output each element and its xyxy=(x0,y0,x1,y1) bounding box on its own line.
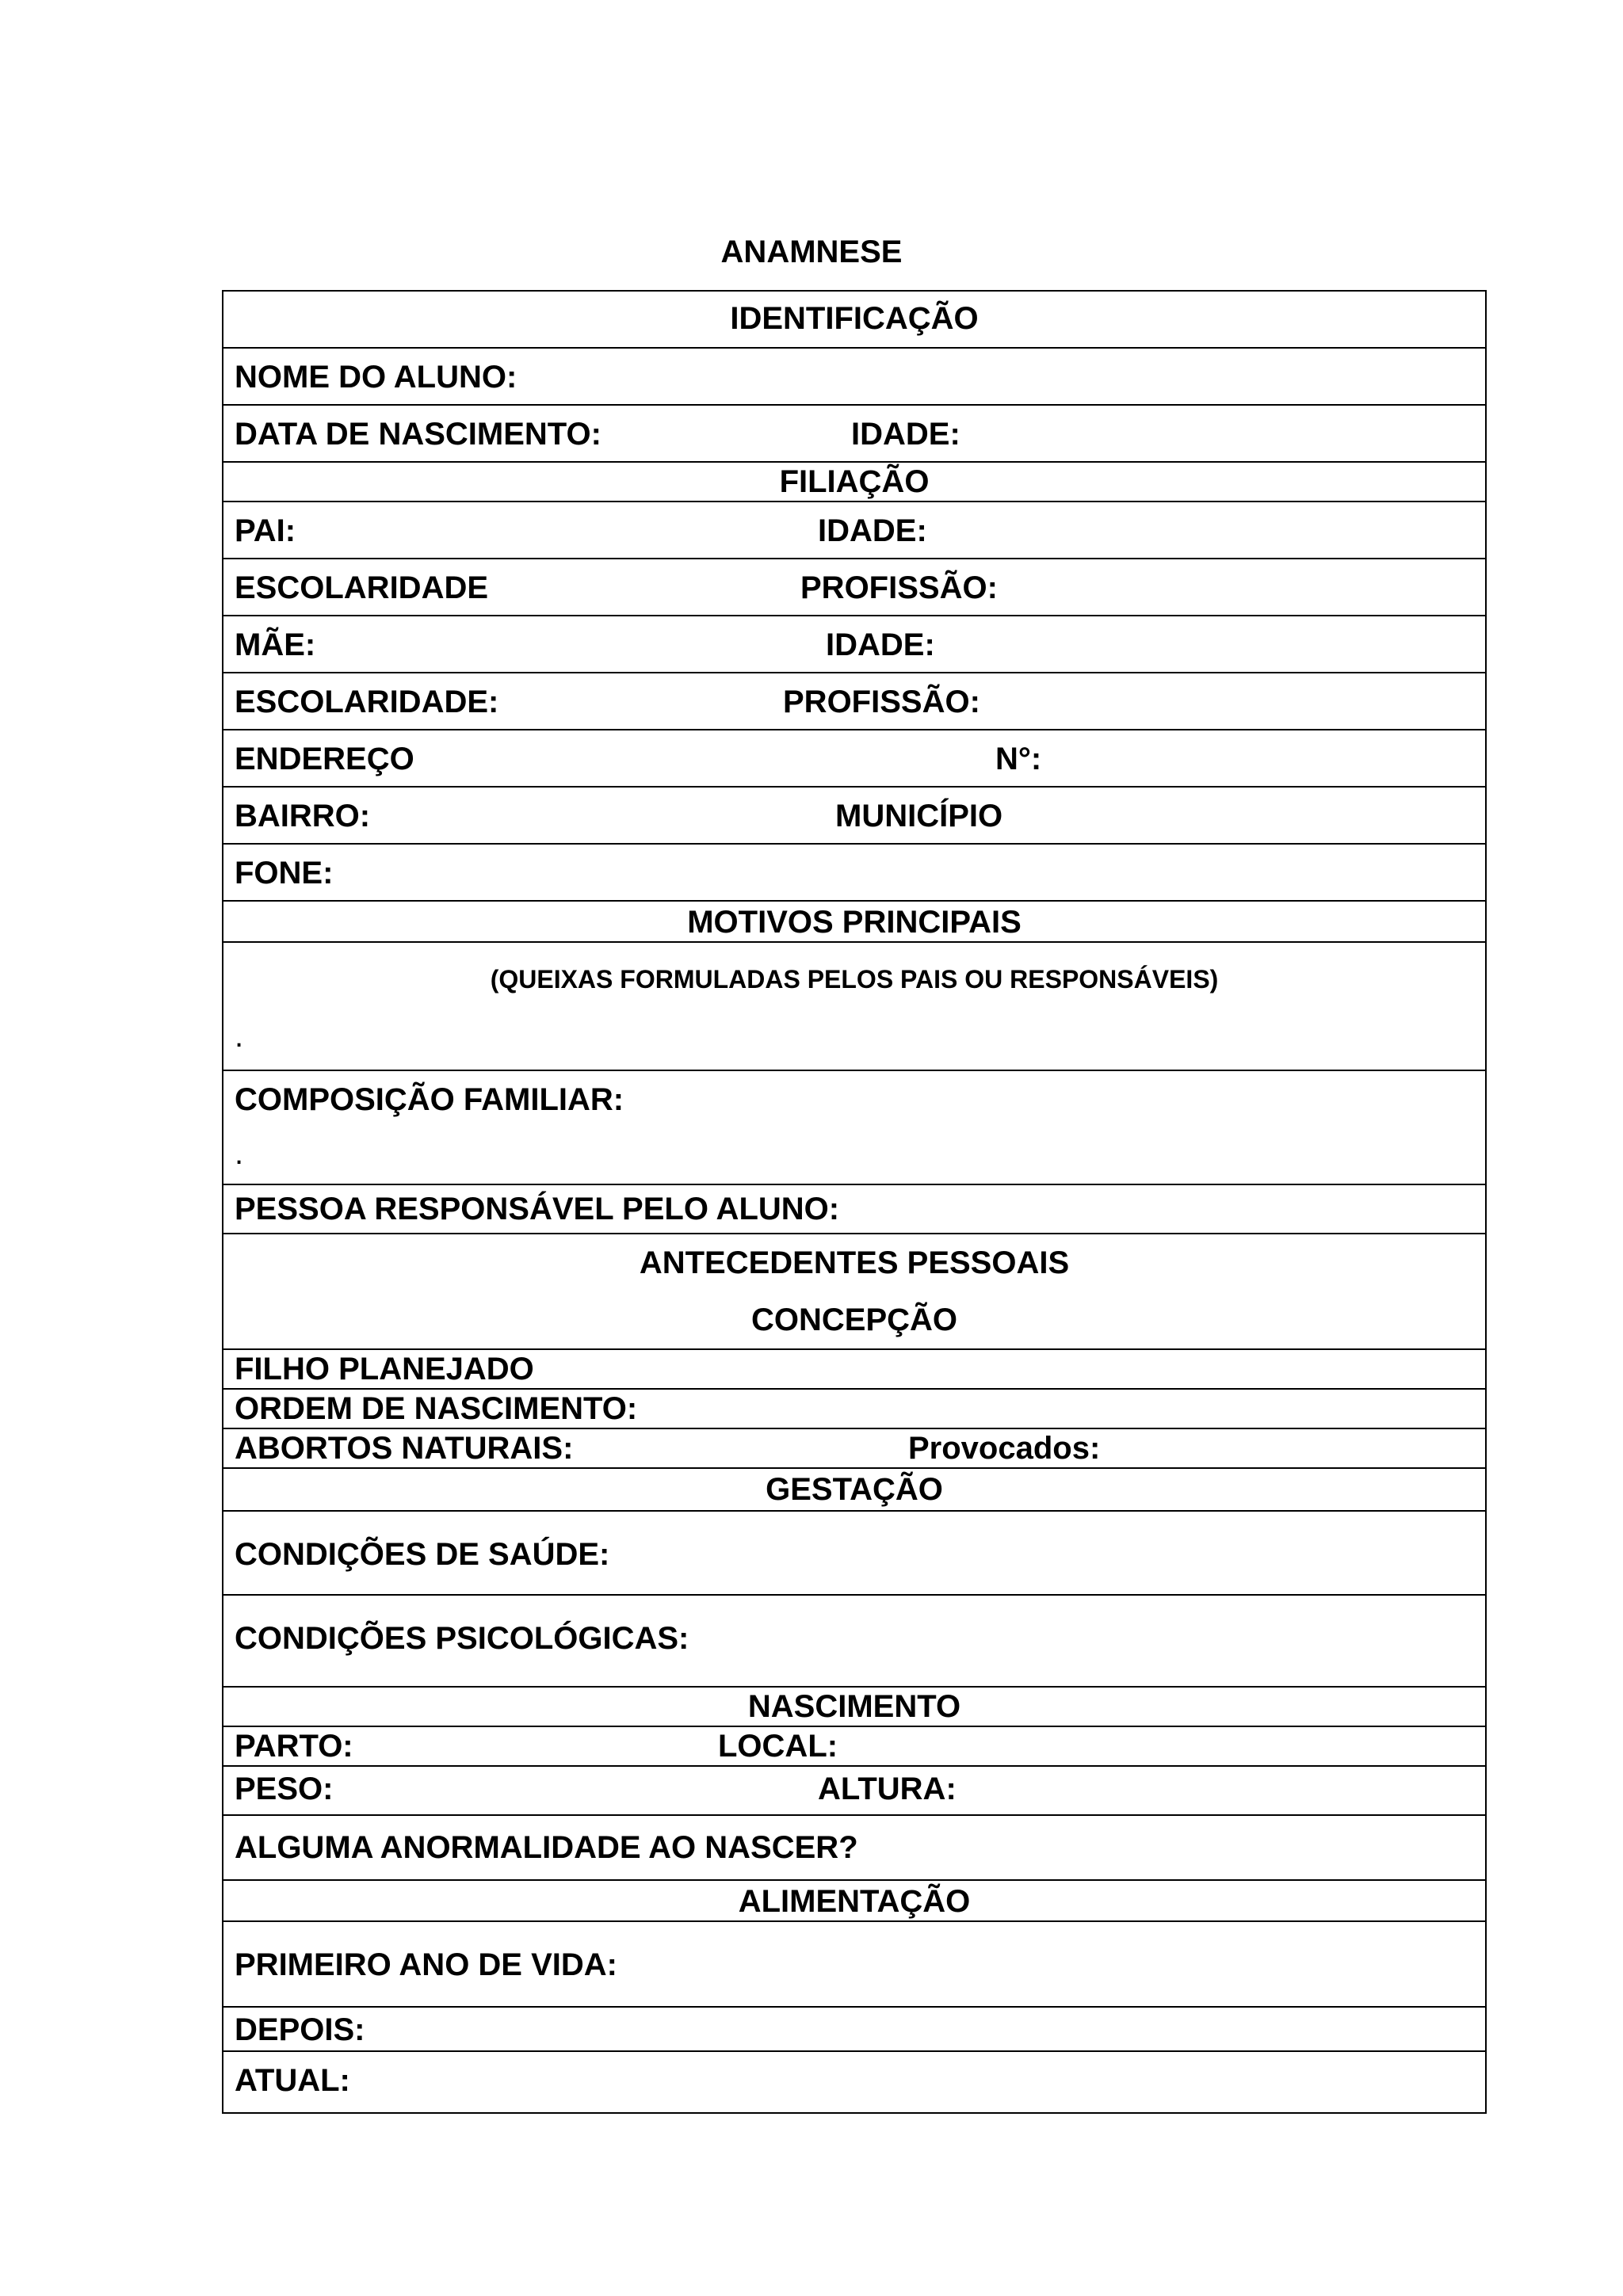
endereco-label: ENDEREÇO xyxy=(235,742,414,776)
row-abortos[interactable] xyxy=(223,1429,1485,1469)
peso-label: PESO: xyxy=(235,1772,334,1806)
pai-label: PAI: xyxy=(235,513,296,548)
alimentacao-header: ALIMENTAÇÃO xyxy=(738,1884,971,1919)
mae-escolaridade-label: ESCOLARIDADE: xyxy=(235,685,499,719)
row-anormalidade[interactable] xyxy=(223,1816,1485,1881)
row-primeiro-ano[interactable] xyxy=(223,1922,1485,2008)
fone-label: FONE: xyxy=(235,856,334,891)
filiacao-header: FILIAÇÃO xyxy=(779,464,930,499)
municipio-label: MUNICÍPIO xyxy=(835,799,1003,833)
provocados-label: Provocados: xyxy=(908,1431,1101,1466)
primeiro-ano-label: PRIMEIRO ANO DE VIDA: xyxy=(235,1947,617,1982)
row-depois[interactable] xyxy=(223,2008,1485,2052)
section-header-motivos xyxy=(223,902,1485,943)
abortos-naturais-label: ABORTOS NATURAIS: xyxy=(235,1431,574,1466)
composicao-familiar-label: COMPOSIÇÃO FAMILIAR: xyxy=(235,1082,624,1117)
row-pai-escolaridade[interactable] xyxy=(223,559,1485,616)
row-bairro[interactable] xyxy=(223,788,1485,845)
row-data-nascimento[interactable] xyxy=(223,406,1485,463)
section-header-nascimento xyxy=(223,1688,1485,1727)
local-label: LOCAL: xyxy=(718,1729,838,1764)
row-ordem-nascimento[interactable] xyxy=(223,1390,1485,1429)
condicoes-saude-label: CONDIÇÕES DE SAÚDE: xyxy=(235,1537,610,1572)
idade-label: IDADE: xyxy=(851,417,960,452)
row-fone[interactable] xyxy=(223,845,1485,902)
atual-label: ATUAL: xyxy=(235,2063,350,2098)
queixas-dot: . xyxy=(235,1019,244,1054)
row-peso[interactable] xyxy=(223,1767,1485,1816)
depois-label: DEPOIS: xyxy=(235,2012,365,2047)
antecedentes-header: ANTECEDENTES PESSOAIS xyxy=(639,1245,1070,1280)
queixas-subheader: (QUEIXAS FORMULADAS PELOS PAIS OU RESPONSÁVEIS) xyxy=(490,965,1219,994)
row-pai[interactable] xyxy=(223,502,1485,559)
mae-label: MÃE: xyxy=(235,627,316,662)
motivos-header: MOTIVOS PRINCIPAIS xyxy=(687,905,1022,940)
nome-aluno-label: NOME DO ALUNO: xyxy=(235,360,517,395)
row-composicao-familiar[interactable] xyxy=(223,1071,1485,1185)
bairro-label: BAIRRO: xyxy=(235,799,371,833)
pai-escolaridade-label: ESCOLARIDADE xyxy=(235,570,489,605)
anamnese-form-table xyxy=(222,290,1487,2114)
row-filho-planejado[interactable] xyxy=(223,1350,1485,1390)
section-header-antecedentes xyxy=(223,1234,1485,1350)
identificacao-header: IDENTIFICAÇÃO xyxy=(730,301,979,336)
section-header-alimentacao xyxy=(223,1881,1485,1922)
row-pessoa-responsavel[interactable] xyxy=(223,1185,1485,1234)
row-endereco[interactable] xyxy=(223,730,1485,788)
pessoa-responsavel-label: PESSOA RESPONSÁVEL PELO ALUNO: xyxy=(235,1192,840,1226)
parto-label: PARTO: xyxy=(235,1729,353,1764)
row-mae[interactable] xyxy=(223,616,1485,673)
nascimento-header: NASCIMENTO xyxy=(747,1689,961,1724)
row-parto[interactable] xyxy=(223,1727,1485,1767)
altura-label: ALTURA: xyxy=(818,1772,957,1806)
pai-profissao-label: PROFISSÃO: xyxy=(800,570,998,605)
section-header-identificacao xyxy=(223,292,1485,349)
mae-profissao-label: PROFISSÃO: xyxy=(783,685,980,719)
filho-planejado-label: FILHO PLANEJADO xyxy=(235,1352,534,1386)
data-nascimento-label: DATA DE NASCIMENTO: xyxy=(235,417,601,452)
row-mae-escolaridade[interactable] xyxy=(223,673,1485,730)
condicoes-psicologicas-label: CONDIÇÕES PSICOLÓGICAS: xyxy=(235,1621,689,1656)
ordem-nascimento-label: ORDEM DE NASCIMENTO: xyxy=(235,1391,638,1426)
concepcao-header: CONCEPÇÃO xyxy=(750,1302,958,1337)
pai-idade-label: IDADE: xyxy=(818,513,927,548)
anormalidade-label: ALGUMA ANORMALIDADE AO NASCER? xyxy=(235,1830,858,1865)
section-header-gestacao xyxy=(223,1469,1485,1512)
row-condicoes-saude[interactable] xyxy=(223,1512,1485,1596)
gestacao-header: GESTAÇÃO xyxy=(766,1472,943,1507)
mae-idade-label: IDADE: xyxy=(826,627,935,662)
page-title: ANAMNESE xyxy=(720,235,903,269)
numero-label: N°: xyxy=(995,742,1042,776)
composicao-dot: . xyxy=(235,1136,244,1171)
row-nome-aluno[interactable] xyxy=(223,349,1485,406)
row-condicoes-psicologicas[interactable] xyxy=(223,1596,1485,1688)
row-atual[interactable] xyxy=(223,2052,1485,2112)
section-header-filiacao xyxy=(223,463,1485,502)
row-queixas[interactable] xyxy=(223,943,1485,1071)
